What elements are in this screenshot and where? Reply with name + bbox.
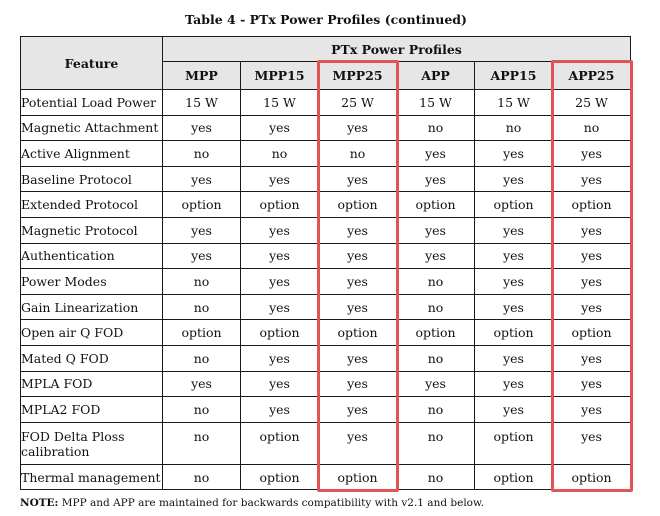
value-cell: yes: [319, 422, 397, 464]
value-cell: no: [397, 397, 475, 423]
value-cell: yes: [397, 141, 475, 167]
table-row: [21, 269, 631, 295]
table-row: [21, 243, 631, 269]
value-cell: no: [397, 464, 475, 490]
feature-cell: Gain Linearization: [21, 294, 163, 320]
value-cell: yes: [241, 294, 319, 320]
table-row: [21, 397, 631, 423]
value-cell: yes: [553, 166, 631, 192]
value-cell: yes: [163, 115, 241, 141]
feature-cell: Magnetic Attachment: [21, 115, 163, 141]
column-header-app15: APP15: [475, 62, 553, 90]
feature-cell: FOD Delta Ploss calibration: [21, 422, 163, 464]
value-cell: yes: [241, 115, 319, 141]
feature-cell: Magnetic Protocol: [21, 217, 163, 243]
value-cell: yes: [397, 166, 475, 192]
power-profiles-table: [20, 36, 631, 490]
value-cell: option: [475, 422, 553, 464]
value-cell: yes: [475, 217, 553, 243]
value-cell: yes: [475, 345, 553, 371]
value-cell: yes: [475, 269, 553, 295]
column-header-mpp: MPP: [163, 62, 241, 90]
value-cell: no: [163, 422, 241, 464]
value-cell: yes: [553, 422, 631, 464]
value-cell: option: [319, 320, 397, 346]
value-cell: option: [397, 192, 475, 218]
note-label: NOTE:: [20, 497, 59, 509]
value-cell: option: [475, 192, 553, 218]
value-cell: yes: [241, 166, 319, 192]
footnote: [20, 497, 484, 509]
feature-cell: Mated Q FOD: [21, 345, 163, 371]
value-cell: no: [319, 141, 397, 167]
value-cell: yes: [553, 141, 631, 167]
value-cell: yes: [319, 371, 397, 397]
value-cell: option: [319, 192, 397, 218]
value-cell: yes: [475, 166, 553, 192]
value-cell: option: [241, 464, 319, 490]
table-row: [21, 371, 631, 397]
value-cell: no: [163, 464, 241, 490]
table-row: [21, 192, 631, 218]
feature-cell: Baseline Protocol: [21, 166, 163, 192]
value-cell: yes: [553, 371, 631, 397]
value-cell: no: [397, 115, 475, 141]
value-cell: option: [475, 320, 553, 346]
table-row: [21, 294, 631, 320]
value-cell: yes: [397, 243, 475, 269]
value-cell: 15 W: [241, 90, 319, 116]
feature-cell: MPLA FOD: [21, 371, 163, 397]
table-row: [21, 90, 631, 116]
value-cell: yes: [319, 243, 397, 269]
value-cell: 25 W: [553, 90, 631, 116]
value-cell: yes: [553, 397, 631, 423]
table-row: [21, 115, 631, 141]
value-cell: no: [163, 269, 241, 295]
value-cell: yes: [397, 371, 475, 397]
value-cell: option: [241, 320, 319, 346]
value-cell: option: [475, 464, 553, 490]
value-cell: yes: [475, 294, 553, 320]
value-cell: no: [475, 115, 553, 141]
feature-cell: Extended Protocol: [21, 192, 163, 218]
table-row: [21, 217, 631, 243]
value-cell: yes: [319, 269, 397, 295]
value-cell: 15 W: [475, 90, 553, 116]
profiles-group-header: PTx Power Profiles: [163, 37, 631, 62]
value-cell: yes: [241, 217, 319, 243]
table-row: [21, 422, 631, 464]
value-cell: no: [163, 345, 241, 371]
feature-cell: Authentication: [21, 243, 163, 269]
column-header-mpp15: MPP15: [241, 62, 319, 90]
feature-column-header: Feature: [21, 37, 163, 90]
value-cell: option: [553, 464, 631, 490]
value-cell: yes: [553, 269, 631, 295]
value-cell: yes: [475, 397, 553, 423]
table-row: [21, 464, 631, 490]
value-cell: no: [163, 294, 241, 320]
value-cell: no: [397, 269, 475, 295]
value-cell: no: [163, 397, 241, 423]
column-header-mpp25: MPP25: [319, 62, 397, 90]
value-cell: yes: [241, 371, 319, 397]
value-cell: option: [553, 192, 631, 218]
value-cell: option: [163, 320, 241, 346]
value-cell: no: [163, 141, 241, 167]
value-cell: option: [397, 320, 475, 346]
feature-cell: Potential Load Power: [21, 90, 163, 116]
value-cell: option: [163, 192, 241, 218]
value-cell: yes: [163, 371, 241, 397]
feature-cell: Thermal management: [21, 464, 163, 490]
table-row: [21, 141, 631, 167]
column-header-app: APP: [397, 62, 475, 90]
value-cell: yes: [241, 269, 319, 295]
value-cell: no: [397, 294, 475, 320]
table-row: [21, 166, 631, 192]
value-cell: yes: [163, 243, 241, 269]
value-cell: no: [241, 141, 319, 167]
value-cell: yes: [397, 217, 475, 243]
feature-cell: MPLA2 FOD: [21, 397, 163, 423]
value-cell: yes: [553, 217, 631, 243]
value-cell: no: [553, 115, 631, 141]
value-cell: option: [553, 320, 631, 346]
feature-cell: Active Alignment: [21, 141, 163, 167]
value-cell: option: [241, 192, 319, 218]
table-body: [21, 90, 631, 490]
feature-cell: Open air Q FOD: [21, 320, 163, 346]
value-cell: no: [397, 345, 475, 371]
value-cell: yes: [319, 397, 397, 423]
value-cell: yes: [319, 345, 397, 371]
value-cell: yes: [241, 397, 319, 423]
header-row-group: [21, 37, 631, 62]
value-cell: yes: [553, 345, 631, 371]
column-header-app25: APP25: [553, 62, 631, 90]
table-caption: Table 4 - PTx Power Profiles (continued): [185, 12, 467, 27]
table-row: [21, 320, 631, 346]
value-cell: yes: [163, 217, 241, 243]
value-cell: yes: [319, 166, 397, 192]
value-cell: yes: [319, 115, 397, 141]
value-cell: yes: [475, 141, 553, 167]
value-cell: yes: [553, 294, 631, 320]
value-cell: yes: [241, 243, 319, 269]
value-cell: yes: [475, 243, 553, 269]
value-cell: yes: [241, 345, 319, 371]
note-text: MPP and APP are maintained for backwards compatibility with v2.1 and below.: [58, 497, 485, 509]
value-cell: option: [241, 422, 319, 464]
value-cell: 15 W: [397, 90, 475, 116]
value-cell: yes: [319, 217, 397, 243]
value-cell: no: [397, 422, 475, 464]
value-cell: yes: [163, 166, 241, 192]
value-cell: yes: [475, 371, 553, 397]
value-cell: yes: [553, 243, 631, 269]
value-cell: 25 W: [319, 90, 397, 116]
value-cell: option: [319, 464, 397, 490]
table-row: [21, 345, 631, 371]
feature-cell: Power Modes: [21, 269, 163, 295]
value-cell: yes: [319, 294, 397, 320]
value-cell: 15 W: [163, 90, 241, 116]
